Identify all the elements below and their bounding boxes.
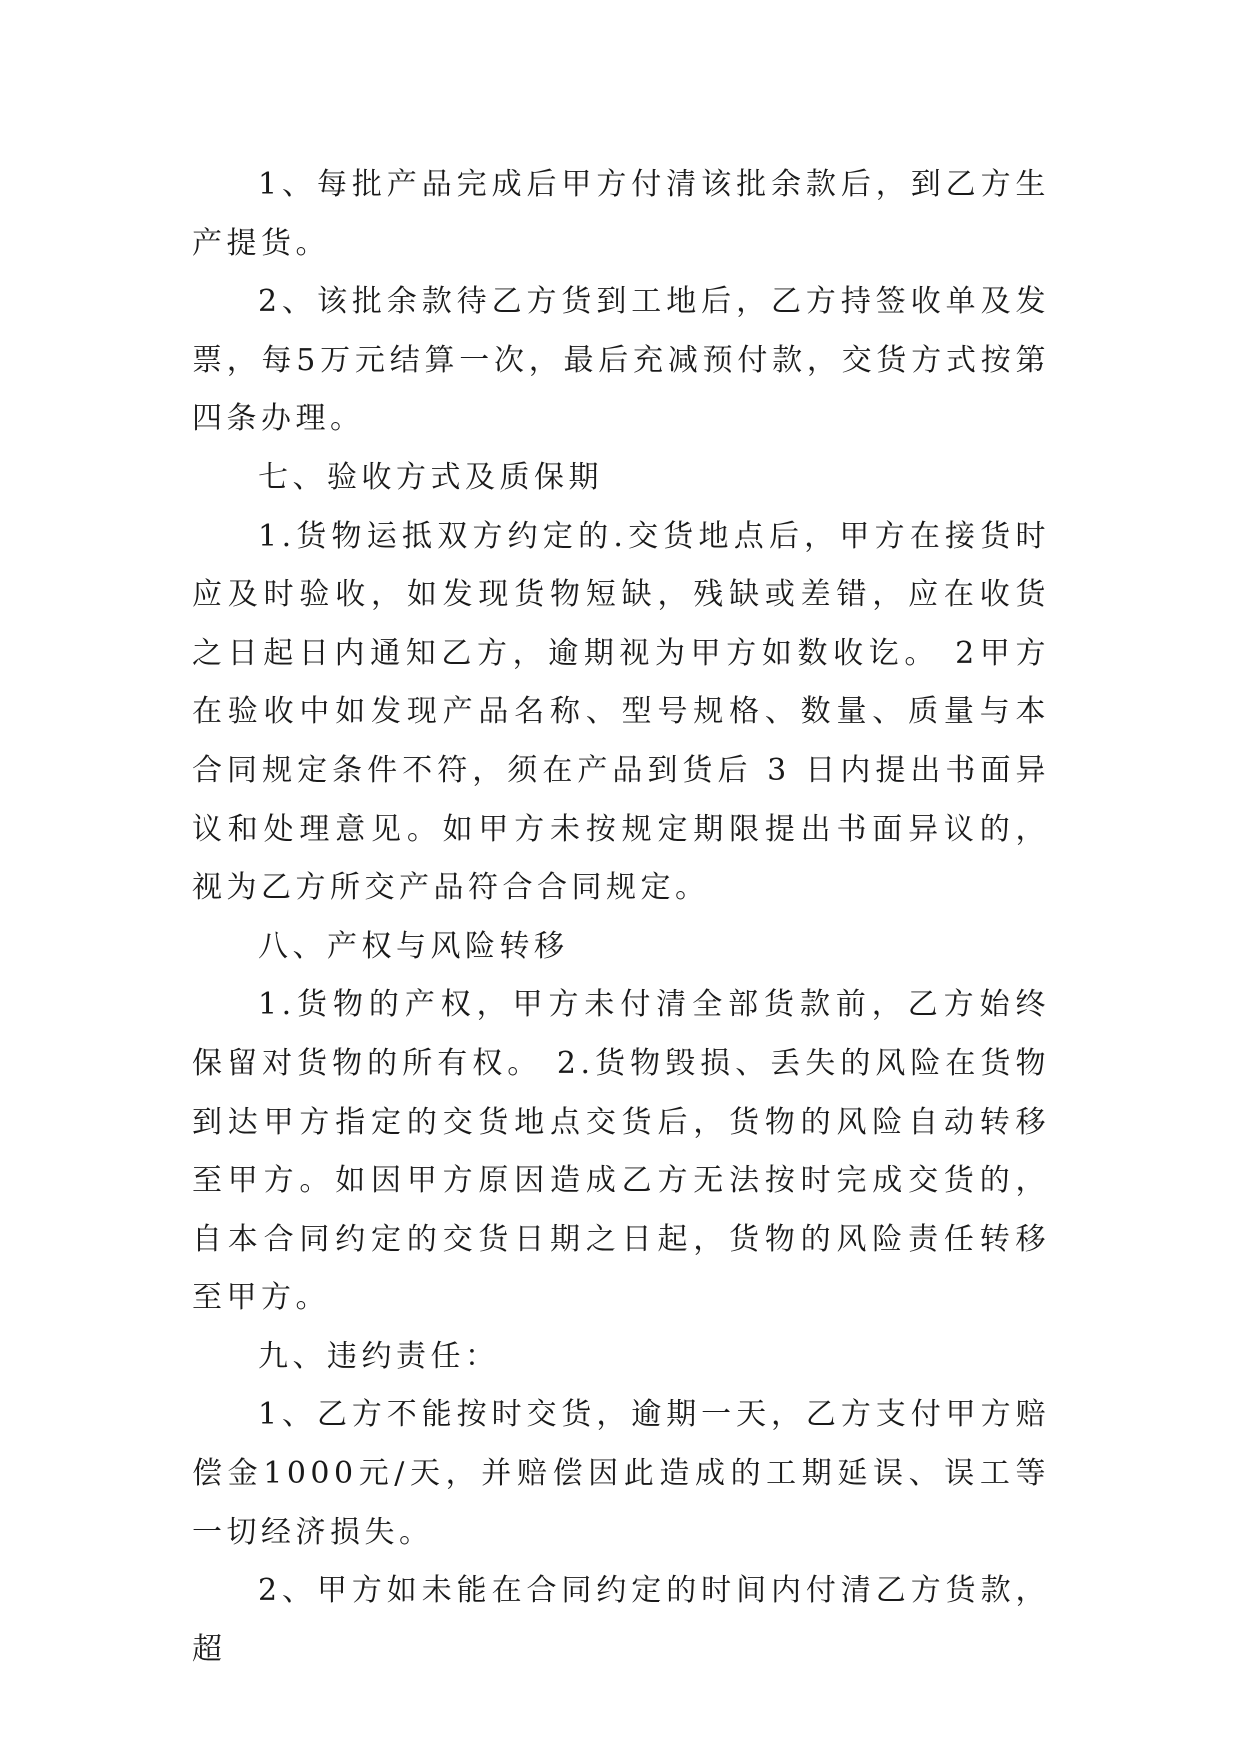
paragraph-liability-item-2: 2、甲方如未能在合同约定的时间内付清乙方货款，超 xyxy=(192,1573,1050,1667)
paragraph-acceptance-terms: 1.货物运抵双方约定的.交货地点后，甲方在接货时应及时验收，如发现货物短缺，残缺或差错，应在收货之日起日内通知乙方，逾期视为甲方如数收讫。 2甲方在验收中如发现产品名称、型号规格、数量、质量与本合同规定条件不符，须在产品到货后 3 日内提出书面异议和处理意见。如甲方未按规定期限提出书面异议的，视为乙方所交产品符合合同规定。 xyxy=(192,518,1050,906)
document-body xyxy=(192,156,1050,1679)
paragraph-liability-item-1: 1、乙方不能按时交货，逾期一天，乙方支付甲方赔偿金1000元/天，并赔偿因此造成的工期延误、误工等一切经济损失。 xyxy=(192,1397,1050,1550)
paragraph-ownership-risk-terms: 1.货物的产权，甲方未付清全部货款前，乙方始终保留对货物的所有权。 2.货物毁损、丢失的风险在货物到达甲方指定的交货地点交货后，货物的风险自动转移至甲方。如因甲方原因造成乙方无法按时完成交货的，自本合同约定的交货日期之日起，货物的风险责任转移至甲方。 xyxy=(192,987,1050,1316)
section-heading-acceptance: 七、验收方式及质保期 xyxy=(258,459,603,495)
section-heading-liability: 九、违约责任： xyxy=(258,1338,500,1374)
paragraph-payment-item-1: 1、每批产品完成后甲方付清该批余款后，到乙方生产提货。 xyxy=(192,167,1050,261)
paragraph-payment-item-2: 2、该批余款待乙方货到工地后，乙方持签收单及发票，每5万元结算一次，最后充减预付款，交货方式按第四条办理。 xyxy=(192,284,1050,437)
section-heading-ownership-risk: 八、产权与风险转移 xyxy=(258,928,569,964)
